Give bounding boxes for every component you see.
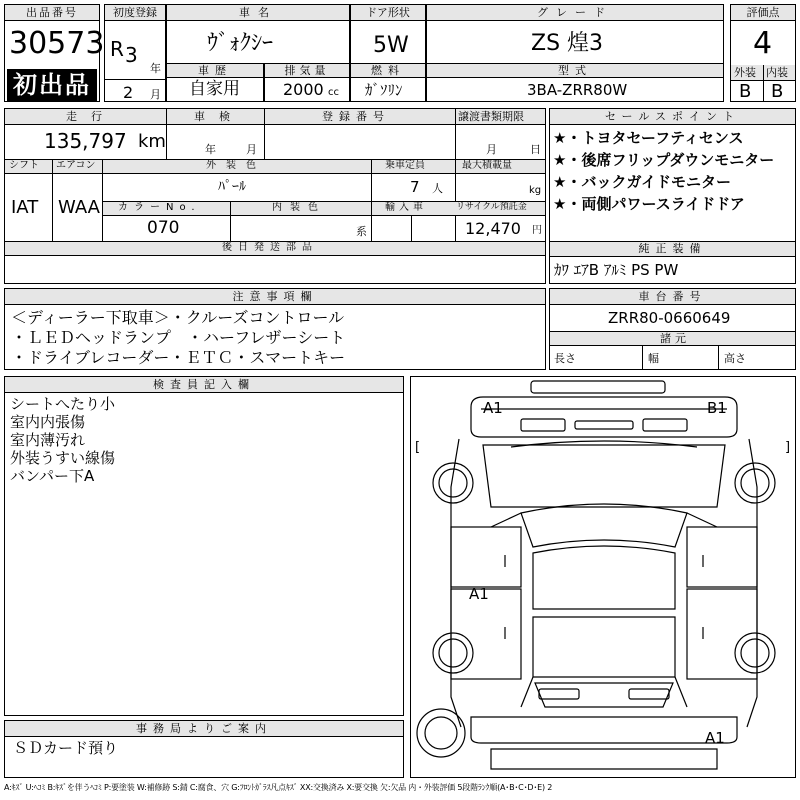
car-outline-drawing xyxy=(411,377,796,778)
shift-label: シフト xyxy=(9,160,39,171)
sales-points-title: セールスポイント xyxy=(550,109,795,125)
inspection-year-unit: 年 xyxy=(205,143,216,156)
fuel-value: ｶﾞｿﾘﾝ xyxy=(365,81,403,99)
inspector-title: 検査員記入欄 xyxy=(5,377,403,393)
recycle-label: リサイクル預託金 xyxy=(456,202,527,212)
year-value: 3 xyxy=(125,43,138,67)
sales-point-item: ★・バックガイドモニター xyxy=(553,173,731,191)
transfer-month-unit: 月 xyxy=(486,143,497,156)
model-code-value: 3BA-ZRR80W xyxy=(527,81,628,99)
recycle-value: 12,470 xyxy=(465,219,521,238)
lot-box xyxy=(4,4,105,102)
month-value: 2 xyxy=(123,83,134,102)
month-unit: 月 xyxy=(150,88,161,101)
length-label: 長さ xyxy=(554,352,576,365)
recycle-unit: 円 xyxy=(532,225,542,236)
first-registration-box xyxy=(104,4,166,102)
fuel-box xyxy=(350,63,426,102)
car-name-value: ｳﾞｫｸｼｰ xyxy=(207,31,274,56)
capacity-label: 乗車定員 xyxy=(385,160,425,171)
door-value: 5W xyxy=(373,33,409,58)
inspector-line: バンパー下A xyxy=(10,467,95,485)
car-diagram xyxy=(410,376,796,778)
fuel-label: 燃料 xyxy=(351,64,425,78)
mileage-label: 走行 xyxy=(66,110,116,123)
lot-number: 30573 xyxy=(9,26,105,61)
damage-mark-front-right: B1 xyxy=(707,399,727,417)
office-value: ＳＤカード預り xyxy=(13,739,119,757)
bracket-close: ] xyxy=(785,440,791,455)
displacement-value: 2000 xyxy=(283,80,324,99)
import-label: 輸入車 xyxy=(385,202,427,213)
bracket-open: [ xyxy=(415,440,421,455)
mileage-value: 135,797 xyxy=(44,129,127,153)
width-label: 幅 xyxy=(648,352,659,365)
sales-point-item: ★・トヨタセーフティセンス xyxy=(553,129,744,147)
int-color-label: 内装色 xyxy=(272,202,326,213)
chassis-value: ZRR80-0660649 xyxy=(608,309,731,327)
inspector-line: 室内内張傷 xyxy=(10,413,86,431)
int-color-unit: 系 xyxy=(356,225,367,238)
car-name-box xyxy=(166,4,350,64)
interior-grade-label: 内装 xyxy=(766,66,788,79)
displacement-label: 排気量 xyxy=(265,64,349,78)
score-box xyxy=(730,4,796,102)
first-listing-badge: 初出品 xyxy=(7,69,97,101)
grade-box xyxy=(426,4,724,64)
lot-label: 出品番号 xyxy=(5,5,99,21)
ac-value: WAA xyxy=(58,197,100,218)
reg-no-label: 登録番号 xyxy=(322,110,390,123)
interior-grade-value: B xyxy=(771,81,784,102)
sales-points-box xyxy=(549,108,796,242)
notes-title: 注意事項欄 xyxy=(5,289,545,305)
score-value: 4 xyxy=(753,26,773,61)
damage-mark-side-left: A1 xyxy=(469,585,489,603)
era-value: R xyxy=(110,37,124,61)
score-label: 評価点 xyxy=(731,5,795,21)
model-code-label: 型式 xyxy=(427,64,723,78)
max-load-unit: kg xyxy=(529,185,542,196)
car-name-label: 車名 xyxy=(167,5,349,21)
office-box xyxy=(4,720,404,778)
notes-line: ＜ディーラー下取車＞・クルーズコントロール xyxy=(11,308,345,327)
dims-title: 諸元 xyxy=(660,332,690,345)
model-code-box xyxy=(426,63,724,102)
first-reg-label: 初度登録 xyxy=(105,5,165,21)
chassis-box xyxy=(549,288,796,370)
legend-text: A:ｷｽﾞ U:ﾍｺﾐ B:ｷｽﾞを伴うﾍｺﾐ P:要塗装 W:補修跡 S:錆 C:腐食、穴 G:ﾌﾛﾝﾄｶﾞﾗｽ凡点ｷｽﾞ XX:交換済み X:要交換 欠:欠品 内・外装評価 5段階ﾗﾝｸ順(A･B･C･D･E) 2 xyxy=(4,783,553,792)
shift-value: IAT xyxy=(11,197,39,218)
color-no-value: 070 xyxy=(147,218,180,238)
displacement-box xyxy=(264,63,350,102)
notes-line: ・ドライブレコーダー・ＥＴＣ・スマートキー xyxy=(11,348,346,367)
inspector-line: 外装うすい線傷 xyxy=(10,449,116,467)
inspector-line: 室内薄汚れ xyxy=(10,431,86,449)
later-parts-label: 後日発送部品 xyxy=(222,242,318,253)
inspector-line: シートへたり小 xyxy=(10,395,116,413)
door-label: ドア形状 xyxy=(351,5,425,21)
max-load-label: 最大積載量 xyxy=(462,160,512,171)
inspection-label: 車検 xyxy=(194,110,244,123)
capacity-value: 7 xyxy=(410,178,420,196)
notes-line: ・ＬＥＤヘッドランプ ・ハーフレザーシート xyxy=(11,328,346,347)
inspection-month-unit: 月 xyxy=(246,143,257,156)
capacity-unit: 人 xyxy=(432,182,443,195)
sales-point-item: ★・後席フリップダウンモニター xyxy=(553,151,775,169)
history-box xyxy=(166,63,264,102)
transfer-day-unit: 日 xyxy=(530,143,541,156)
mileage-unit: km xyxy=(138,131,166,152)
height-label: 高さ xyxy=(724,352,746,365)
office-title: 事務局よりご案内 xyxy=(5,721,403,737)
ext-color-value: ﾊﾟｰﾙ xyxy=(218,179,246,195)
exterior-grade-label: 外装 xyxy=(734,66,756,79)
equipment-box xyxy=(549,241,796,284)
damage-mark-front-left: A1 xyxy=(483,399,503,417)
grade-label: グレード xyxy=(427,5,723,21)
notes-box xyxy=(4,288,546,370)
ac-label: エアコン xyxy=(56,160,96,171)
year-unit: 年 xyxy=(150,62,161,75)
transfer-docs-label: 譲渡書類期限 xyxy=(458,110,524,123)
ext-color-label: 外装色 xyxy=(206,160,266,171)
exterior-grade-value: B xyxy=(739,81,752,102)
displacement-unit: cc xyxy=(328,87,339,98)
sales-point-item: ★・両側パワースライドドア xyxy=(553,195,745,213)
equipment-value: ｶﾜ ｴｱB ｱﾙﾐ PS PW xyxy=(554,261,679,279)
grade-value: ZS 煌3 xyxy=(531,31,604,56)
damage-mark-rear: A1 xyxy=(705,729,725,747)
history-label: 車歴 xyxy=(167,64,263,78)
inspector-box xyxy=(4,376,404,716)
chassis-title: 車台番号 xyxy=(550,289,795,305)
color-no-label: カラーNo. xyxy=(118,202,201,213)
equipment-title: 純正装備 xyxy=(550,242,795,257)
history-value: 自家用 xyxy=(189,79,240,99)
door-box xyxy=(350,4,426,64)
